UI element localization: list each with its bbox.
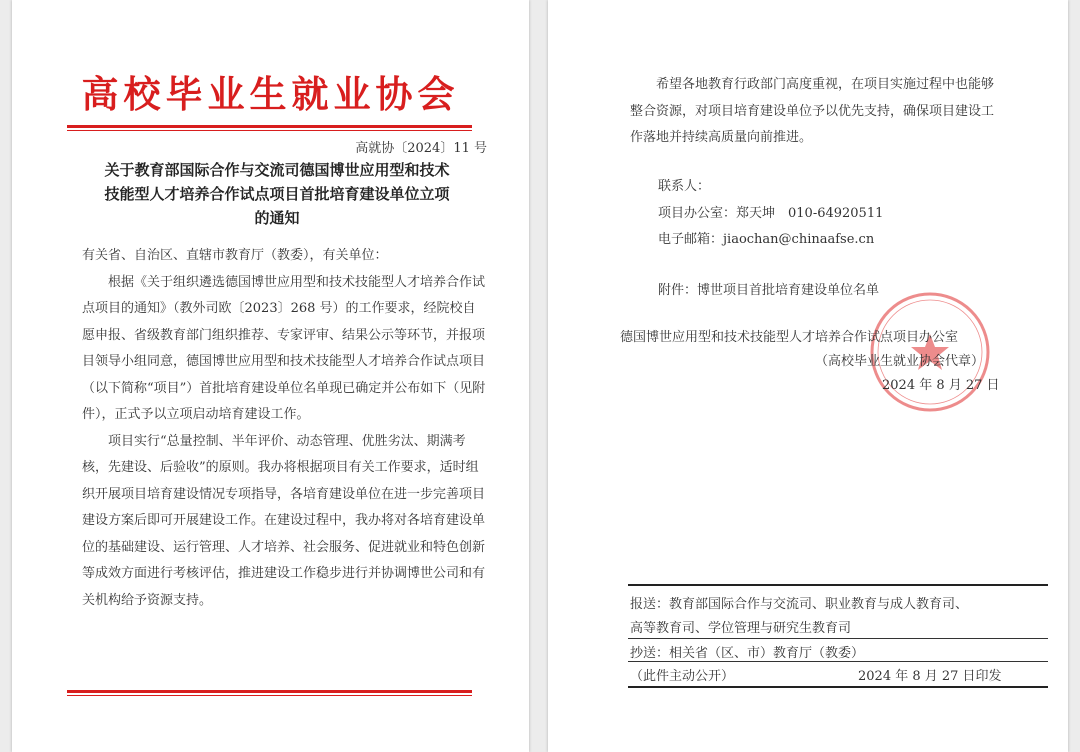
paragraph-3: 希望各地教育行政部门高度重视，在项目实施过程中也能够整合资源，对项目培育建设单位予以优先支持，确保项目建设工作落地并持续高质量向前推进。	[630, 77, 995, 145]
contact-email: 电子邮箱：jiaochan@chinaafse.cn	[658, 232, 875, 247]
cc-rule-middle	[628, 638, 1048, 639]
cc-copy: 抄送：相关省（区、市）教育厅（教委）	[630, 646, 865, 661]
document-title-line-2: 技能型人才培养合作试点项目首批培育建设单位立项	[104, 185, 450, 203]
paragraph-3-block	[630, 72, 1000, 152]
paragraph-2: 项目实行“总量控制、半年评价、动态管理、优胜劣汰、期满考核，先建设、后验收”的原则。我办将根据项目有关工作要求，适时组织开展项目培育建设情况专项指导，各培育建设单位在进一步完善项目建设方案后即可开展建设工作。在建设过程中，我办将对各培育建设单位的基础建设、运行管理、人才培养、社会服务、促进就业和特色创新等成效方面进行考核评估，推进建设工作稳步进行并协调博世公司和有关机构给予资源支持。	[82, 433, 486, 608]
salutation: 有关省、自治区、直辖市教育厅（教委），有关单位：	[82, 248, 388, 263]
document-page-right	[548, 0, 1068, 752]
cc-rule-lower	[628, 661, 1048, 662]
cc-report: 报送：教育部国际合作与交流司、职业教育与成人教育司、	[630, 597, 969, 612]
cc-rule-top	[628, 584, 1048, 586]
contact-block	[658, 174, 1038, 254]
masthead-title: 高校毕业生就业协会	[81, 73, 460, 116]
contact-heading: 联系人：	[658, 179, 711, 194]
document-title	[72, 158, 482, 230]
print-date: 2024 年 8 月 27 日印发	[858, 669, 1002, 684]
signature-date: 2024 年 8 月 27 日	[882, 378, 1000, 393]
document-title-line-1: 关于教育部国际合作与交流司德国博世应用型和技术	[104, 161, 450, 179]
document-page-left	[12, 0, 529, 752]
masthead-rule-thin	[67, 130, 472, 131]
disclosure-note: （此件主动公开）	[630, 669, 735, 684]
cc-rule-bottom	[628, 686, 1048, 688]
contact-office: 项目办公室：郑天坤 010-64920511	[658, 205, 884, 221]
footer-rule-thin	[67, 695, 472, 696]
body-left	[82, 243, 487, 614]
document-title-line-3: 的通知	[254, 209, 300, 227]
signature-proxy: （高校毕业生就业协会代章）	[815, 354, 985, 369]
paragraph-1: 根据《关于组织遴选德国博世应用型和技术技能型人才培养合作试点项目的通知》（教外司欧〔2023〕268 号）的工作要求，经院校自愿申报、省级教育部门组织推荐、专家评审、结果公示等环节，并报项目领导小组同意，德国博世应用型和技术技能型人才培养合作试点项目（以下简称“项目”）首批培育建设单位名单现已确定并公布如下（见附件），正式予以立项启动培育建设工作。	[82, 274, 486, 422]
cc-report-continued: 高等教育司、学位管理与研究生教育司	[630, 621, 852, 636]
attachment-note: 附件：博世项目首批培育建设单位名单	[658, 283, 880, 298]
signature-block	[620, 326, 1040, 398]
signature-organization: 德国博世应用型和技术技能型人才培养合作试点项目办公室	[620, 330, 959, 345]
masthead-rule-thick	[67, 125, 472, 128]
footer-rule-thick	[67, 690, 472, 693]
document-number: 高就协〔2024〕11 号	[355, 141, 487, 156]
